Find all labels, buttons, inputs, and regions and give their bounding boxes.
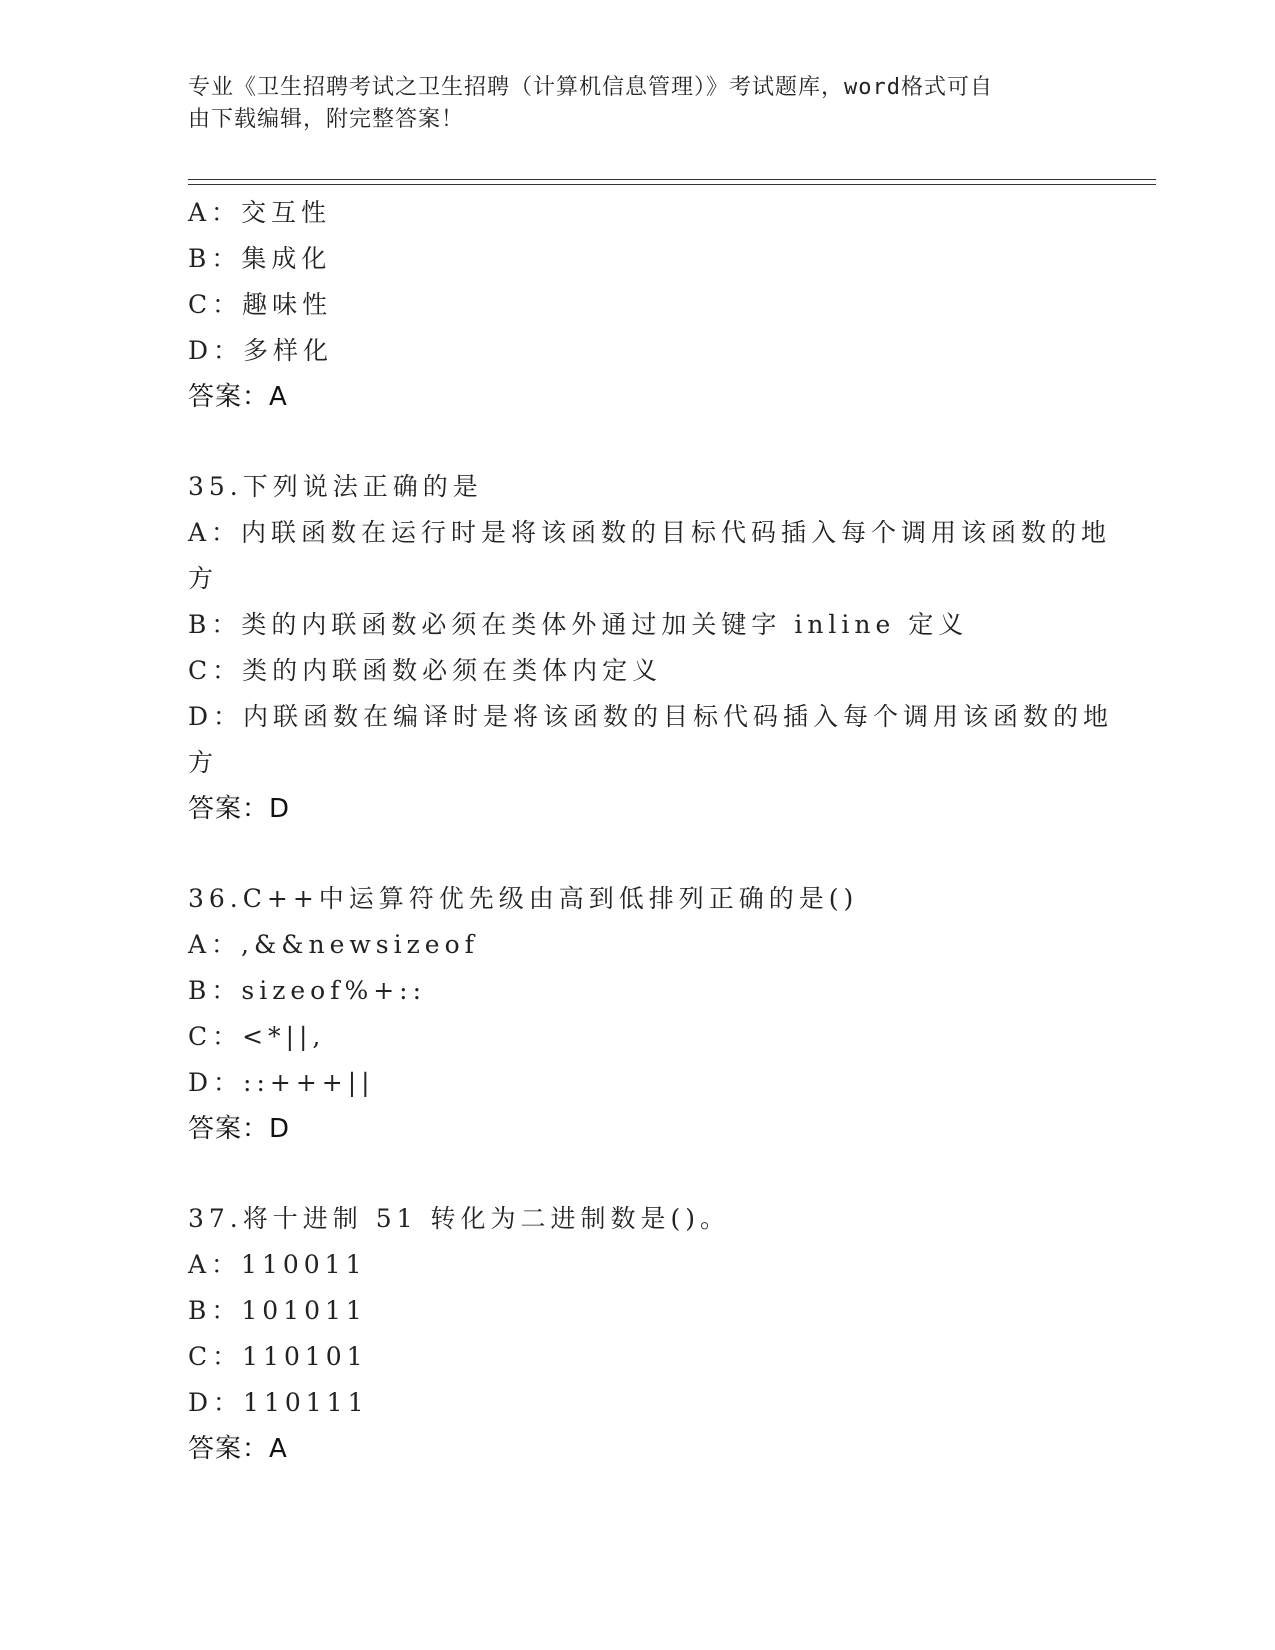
question-block-36 <box>188 876 1088 1152</box>
answer-line: 答案：A <box>188 1434 288 1464</box>
answer-line: 答案：A <box>188 382 288 412</box>
option-d: D：110111 <box>188 1388 369 1417</box>
question-block-37 <box>188 1196 1088 1472</box>
question-stem: 36.C++中运算符优先级由高到低排列正确的是() <box>188 884 859 913</box>
option-d: D：内联函数在编译时是将该函数的目标代码插入每个调用该函数的地 <box>188 702 1114 731</box>
header-line-2: 由下载编辑，附完整答案！ <box>188 107 465 132</box>
option-a: A：,&&newsizeof <box>188 930 479 959</box>
option-a: A：交互性 <box>188 198 332 227</box>
question-list <box>188 190 1114 1472</box>
option-c: C：类的内联函数必须在类体内定义 <box>188 656 663 685</box>
option-d: D：多样化 <box>188 336 334 365</box>
option-c: C：<*||, <box>188 1022 326 1051</box>
spacer <box>188 832 1088 876</box>
option-b: B：sizeof%+:: <box>188 976 427 1005</box>
option-a: A：内联函数在运行时是将该函数的目标代码插入每个调用该函数的地 <box>188 518 1112 547</box>
option-c: C：110101 <box>188 1342 368 1371</box>
question-stem: 37.将十进制 51 转化为二进制数是()。 <box>188 1204 730 1233</box>
option-b: B：101011 <box>188 1296 367 1325</box>
header-line-1: 专业《卫生招聘考试之卫生招聘（计算机信息管理）》考试题库，word格式可自 <box>188 75 993 100</box>
option-c: C：趣味性 <box>188 290 333 319</box>
option-b: B：类的内联函数必须在类体外通过加关键字 inline 定义 <box>188 610 969 639</box>
answer-line: 答案：D <box>188 794 291 824</box>
answer-line: 答案：D <box>188 1114 291 1144</box>
option-d-continuation: 方 <box>188 748 219 777</box>
spacer <box>188 420 1088 464</box>
option-a: A：110011 <box>188 1250 367 1279</box>
spacer <box>188 1152 1088 1196</box>
option-b: B：集成化 <box>188 244 332 273</box>
question-stem: 35.下列说法正确的是 <box>188 472 483 501</box>
option-a-continuation: 方 <box>188 564 219 593</box>
document-header <box>188 72 1068 136</box>
header-divider-top <box>188 179 1156 180</box>
header-divider-bottom <box>188 184 1156 185</box>
question-block-35 <box>188 464 1114 832</box>
option-d: D：::+++|| <box>188 1068 375 1097</box>
question-block-34 <box>188 190 1088 420</box>
